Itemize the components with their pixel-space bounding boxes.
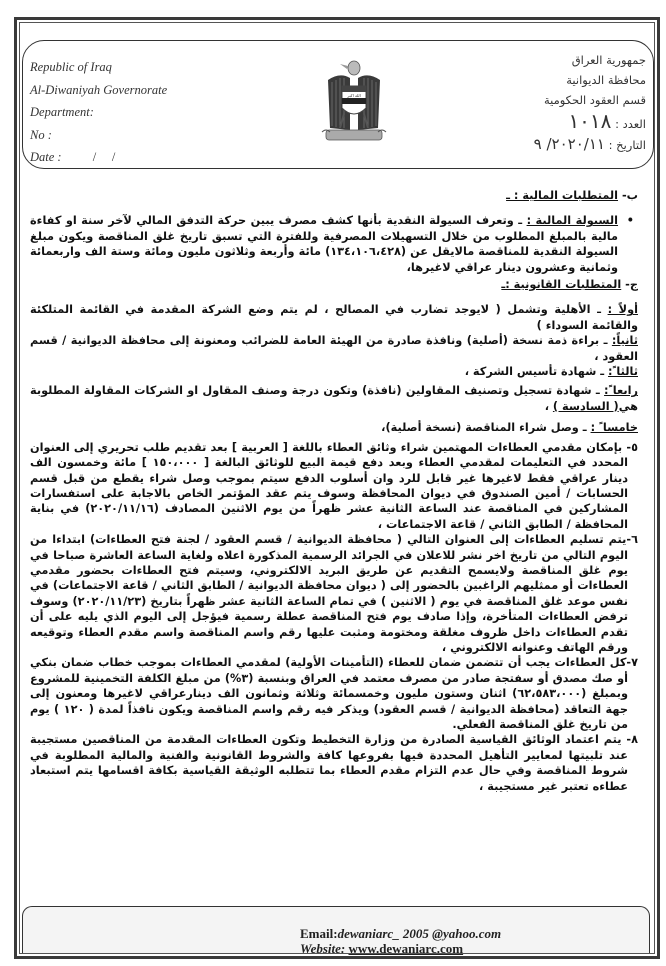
legal-heading: ج- المتطلبات القانونية :ـ — [501, 278, 638, 292]
clause-8: ٨- يتم اعتماد الوثائق القياسية الصادرة من وزارة التخطيط وتكون العطاءات المقدمة من المناقصين مستجيبة عند تلبيتها لمعايير التأهيل المحددة فيها بفروعها كافة والشروط القانونية والفنية والمالية المطلوبة في شروط المناقصة وفي حال عدم التزام مقدم العطاء بما تتطلبه الوثيقة القياسية بكافة اقسامها يتم استبعاد عطاءه تعتبر غير مستجيبة ، — [30, 733, 638, 793]
legal-item-4: رابعا ً: ـ شهادة تسجيل وتصنيف المقاولين (نافذة) وتكون درجة وصنف المقاول او الشركات المقاولة المطلوبة هي( السادسة ) ، — [30, 384, 638, 413]
date-row-ar — [426, 134, 646, 155]
clause-6: ٦-يتم تسليم العطاءات إلى العنوان التالي ( محافظة الديوانية / قسم العقود / لجنة فتح العطاءات) ابتداءا من اليوم التالي من تاريخ اخر نشر للاعلان في الجرائد الرسمية المذكورة اعلاه ولغاية الساعة العاشرة صباحا في يوم غلق المناقصة ولايسمح التقديم عن طريق البريد الالكتروني، وسيتم فتح العطاءات بحضور مقدمي العطاءات أو ممثليهم الراغبين بالحضور إلى ( ديوان محافظة الديوانية / الطابق الثاني / قاعة الاجتماعات) في نفس موعد غلق المناقصة في يوم ( الاثنين ) في تمام الساعة الثانية عشر ظهراً بتاريخ (٢٠٢٠/١١/٢٣) وسوف ترفض العطاءات المتأخرة، وإذا صادف يوم فتح المناقصة عطلة رسمية فيؤجل إلى اليوم الذي يليه على أن تقدم العطاءات داخل ظروف مغلقة ومختومة ومثبت عليها رقم واسم المناقصة واسم مقدم العطاء وتوقيعه ورقم الهاتف وعنوانه الالكتروني ، — [30, 533, 638, 654]
date-row-en — [30, 146, 230, 169]
email-row — [300, 926, 501, 941]
liquidity-paragraph — [30, 213, 638, 275]
website-label: Website: — [300, 941, 346, 956]
date-label-ar: التاريخ : — [608, 138, 646, 152]
email-value[interactable]: dewaniarc_ 2005 @yahoo.com — [337, 926, 502, 941]
number-value-ar: ١٠١٨ — [568, 109, 612, 133]
legal-item-1: أولاً : ـ الأهلية وتشمل ( لايوجد تضارب في المصالح ، لم يتم وضع الشركة المقدمة في القائمة المتلكئة والقائمة السوداء ) — [30, 303, 638, 332]
clause-7: ٧-كل العطاءات يجب أن تتضمن ضمان للعطاء (التأمينات الأولية) لمقدمي العطاءات بموجب خطاب ضمان بنكي أو صك مصدق أو سفتجة صادر من مصرف معتمد في العراق وبنسبة (٣%) من مبلغ الكلفة التخمينية للمشروع وبمبلغ (٦٢،٥٨٣،٠٠٠) اثنان وستون مليون وخمسمائة وثلاثة وثمانون الف دينارعراقي لاغيرها ومعنون إلى جهة التعاقد (محافظة الديوانية / قسم العقود) ويذكر فيه رقم واسم المناقصة ويكون نافذاً لمدة ( ١٢٠ ) يوم من تاريخ غلق المناقصة الفعلي. — [30, 656, 638, 731]
legal-item-3: ثالثا ً: ـ شهادة تأسيس الشركة ، — [464, 365, 638, 379]
document-body — [30, 188, 638, 794]
grade-value: ( السادسة ) — [552, 399, 619, 413]
date-label-en: Date : — [30, 150, 62, 164]
number-row-ar — [426, 110, 646, 134]
legal-item-5: خامسا ً : ـ وصل شراء المناقصة (نسخة أصلية)، — [381, 421, 638, 435]
governorate-ar: محافظة الديوانية — [566, 73, 646, 87]
department-ar: قسم العقود الحكومية — [543, 93, 646, 107]
website-row — [300, 941, 501, 956]
number-label-ar: العدد : — [615, 117, 646, 131]
letterhead-english — [30, 56, 230, 169]
department-label-en: Department: — [30, 105, 94, 119]
country-en: Republic of Iraq — [30, 60, 112, 74]
website-link[interactable]: www.dewaniarc.com — [348, 941, 464, 956]
date-value-ar: ٢٠٢٠/١١/ ٩ — [533, 135, 605, 153]
coat-of-arms-icon — [320, 58, 388, 154]
country-ar: جمهورية العراق — [571, 53, 646, 67]
email-label: Email: — [300, 926, 338, 941]
financial-heading-text: المتطلبات المالية : ـ — [506, 189, 619, 202]
governorate-en: Al-Diwaniyah Governorate — [30, 82, 168, 97]
clause-5: ٥- بإمكان مقدمي العطاءات المهتمين شراء وثائق العطاء باللغة [ العربية ] بعد تقديم طلب تحريري إلى العنوان المحدد في التعليمات لمقدمي العطاء وبعد دفع قيمة البيع للوثائق البالغة [ ١٥٠،٠٠٠ ] مائة وخمسون الف دينار عراقي فقط لاغيرها غير قابل للرد وان أسلوب الدفع سيتم بموجب وصل شراء يقطع من قبل قسم الحسابات / أمين الصندوق في ديوان المحافظة وسوف يتم عقد المؤتمر الخاص بالاجابة على استفسارات المشاركين في المناقصة عند الساعة الثانية عشر ظهراً من يوم الاثنين المصادف (٢٠٢٠/١١/١٦) في بناية المحافظة / الطابق الثاني / قاعة الاجتماعات ، — [30, 440, 639, 531]
liquidity-label: السيولة المالية : — [526, 214, 619, 228]
date-value-en: / / — [92, 150, 116, 164]
footer-contact — [300, 926, 501, 956]
legal-item-2: ثانياً: ـ براءة ذمة نسخة (أصلية) ونافذة صادرة من الهيئة العامة للضرائب ومعنونة إلى محافظة الديوانية / قسم العقود ، — [30, 334, 638, 363]
financial-heading: ب- المتطلبات المالية : ـ — [506, 189, 638, 202]
number-label-en: No : — [30, 127, 52, 142]
svg-text:الله اكبر: الله اكبر — [347, 93, 361, 98]
liquidity-text: ـ وتعرف السيولة النقدية بأنها كشف مصرف يبين حركة التدفق المالي لآخر سنة او كفاءة مالية بالمبلغ المطلوب من خلال التسهيلات المصرفية وللفترة التي تسبق تاريخ غلق المناقصة ويكون مبلغ السيولة النقدية للمناقصة مالايقل عن (١٣٤،١٠٦،٤٢٨) مائة وأربعة وثلاثون مليون ومائة وستة الف واربعمائة وثمانية وعشرون دينار عراقي لاغيرها، — [30, 214, 618, 274]
legal-heading-text: المتطلبات القانونية :ـ — [501, 278, 622, 292]
letterhead-arabic — [426, 50, 646, 155]
